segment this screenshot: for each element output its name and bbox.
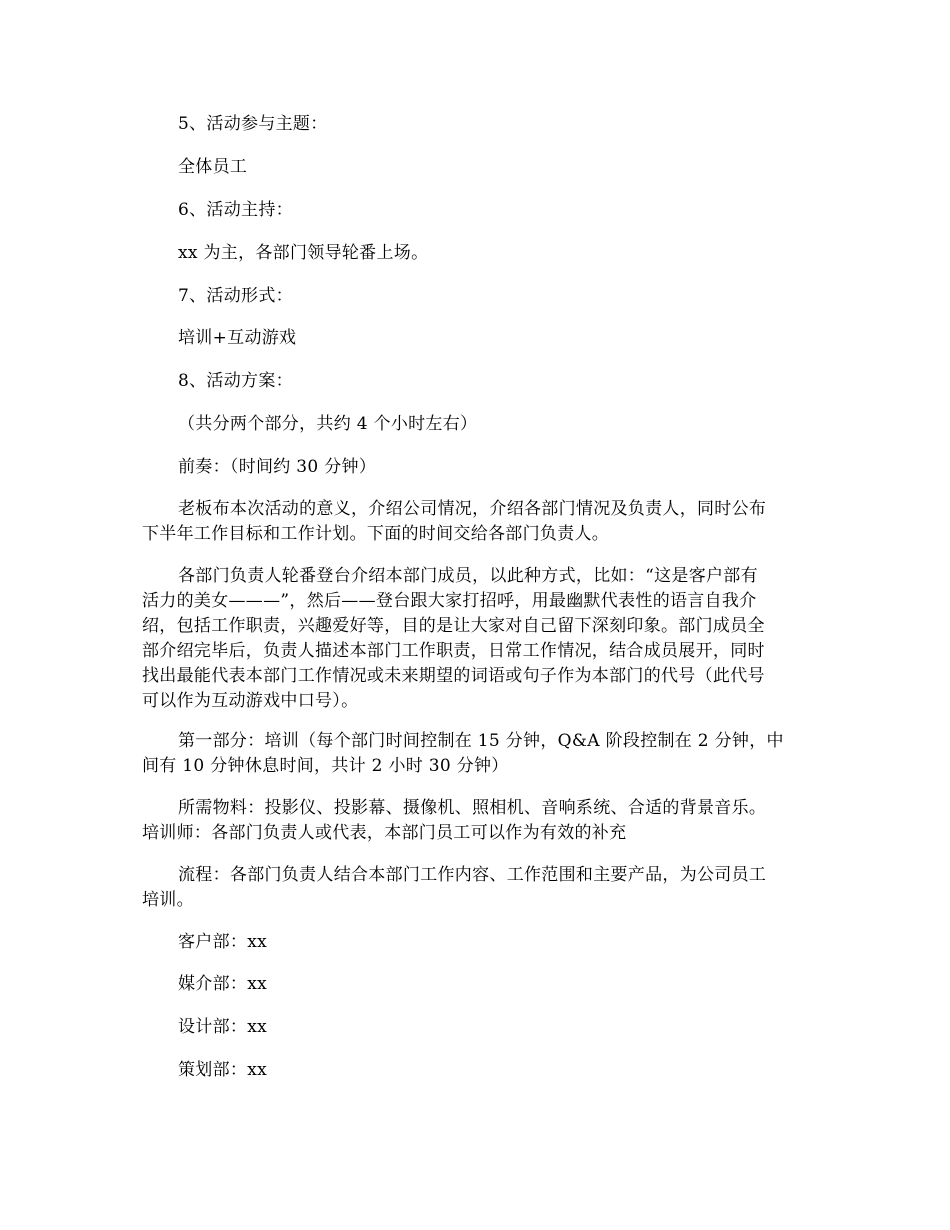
text-line: 策划部：xx [178,1060,267,1080]
text-line: 培训师：各部门负责人或代表，本部门员工可以作为有效的补充 [142,823,627,843]
paragraph-host-heading [142,198,814,223]
text-line: 活力的美女———”，然后——登台跟大家打招呼，用最幽默代表性的语言自我介 [142,591,757,611]
text-line: 全体员工 [178,157,248,177]
text-line: 7、活动形式： [178,286,293,306]
paragraph-department-intro [142,564,814,714]
paragraph-media-dept [142,972,814,997]
text-line: 绍，包括工作职责，兴趣爱好等，目的是让大家对自己留下深刻印象。部门成员全 [142,616,765,636]
text-line: （共分两个部分，共约 4 个小时左右） [178,414,478,434]
text-line: 6、活动主持： [178,200,293,220]
paragraph-process [142,863,814,913]
text-line: 前奏：（时间约 30 分钟） [178,457,377,477]
paragraph-prelude [142,455,814,480]
text-line: xx 为主，各部门领导轮番上场。 [178,243,429,263]
text-line: 设计部：xx [178,1017,267,1037]
text-line: 媒介部：xx [178,974,267,994]
text-line: 各部门负责人轮番登台介绍本部门成员，以此种方式，比如：“这是客户部有 [178,566,758,586]
text-line: 部介绍完毕后，负责人描述本部门工作职责，日常工作情况，结合成员展开，同时 [142,641,765,661]
paragraph-host-detail [142,241,814,266]
text-line: 第一部分：培训（每个部门时间控制在 15 分钟，Q&A 阶段控制在 2 分钟，中 [178,731,784,751]
paragraph-part-one-training [142,729,814,779]
paragraph-activity-participants-heading [142,112,814,137]
paragraph-plan-overview [142,412,814,437]
text-line: 客户部：xx [178,932,267,952]
text-line: 老板布本次活动的意义，介绍公司情况，介绍各部门情况及负责人，同时公布 [178,499,767,519]
text-line: 间有 10 分钟休息时间，共计 2 小时 30 分钟） [142,756,509,776]
paragraph-materials [142,796,814,846]
paragraph-planning-dept [142,1058,814,1083]
paragraph-customer-dept [142,930,814,955]
paragraph-format-detail [142,326,814,351]
paragraph-design-dept [142,1015,814,1040]
text-line: 8、活动方案： [178,371,293,391]
text-line: 培训+互动游戏 [178,328,297,348]
paragraph-plan-heading [142,369,814,394]
text-line: 所需物料：投影仪、投影幕、摄像机、照相机、音响系统、合适的背景音乐。 [178,798,767,818]
paragraph-boss-intro [142,497,814,547]
text-line: 可以作为互动游戏中口号）。 [142,691,359,711]
text-line: 5、活动参与主题： [178,114,328,134]
text-line: 流程：各部门负责人结合本部门工作内容、工作范围和主要产品，为公司员工 [178,865,767,885]
text-line: 培训。 [142,890,194,910]
paragraph-format-heading [142,284,814,309]
text-line: 下半年工作目标和工作计划。下面的时间交给各部门负责人。 [142,524,610,544]
paragraph-all-staff [142,155,814,180]
text-line: 找出最能代表本部门工作情况或未来期望的词语或句子作为本部门的代号（此代号 [142,666,765,686]
